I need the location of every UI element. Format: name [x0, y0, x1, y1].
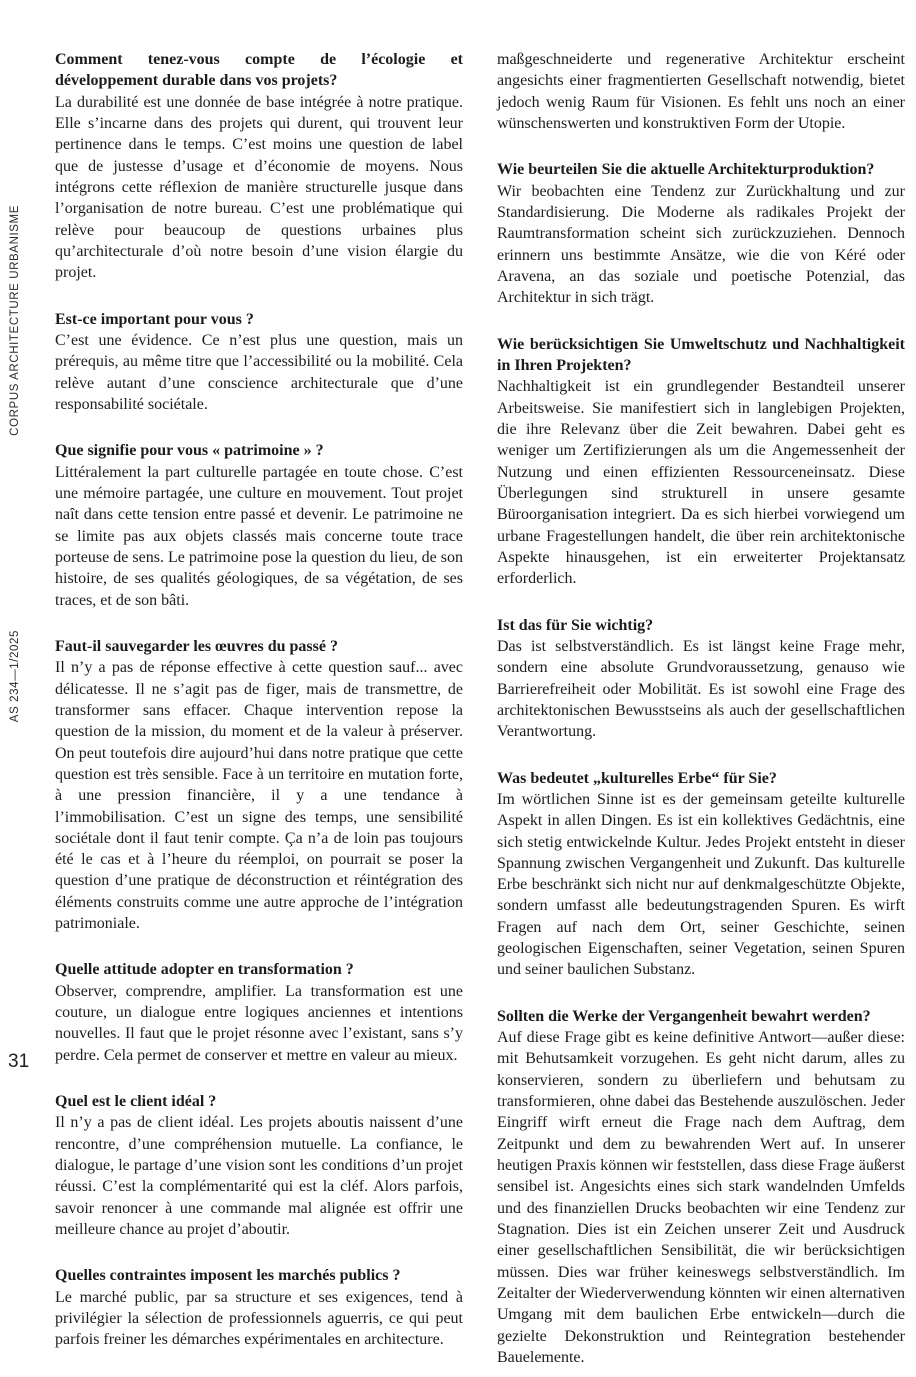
qa-block: [497, 768, 905, 981]
qa-block: [55, 309, 463, 416]
question-heading: Was bedeutet „kulturelles Erbe“ für Sie?: [497, 769, 777, 787]
french-interview-column: [55, 49, 463, 1368]
page-number: 31: [8, 1051, 30, 1072]
question-heading: Wie berücksichtigen Sie Umweltschutz und Nachhaltigkeit in Ihren Projekten?: [497, 335, 905, 374]
question-heading: Faut-il sauvegarder les œuvres du passé ?: [55, 637, 338, 655]
answer-text: Auf diese Frage gibt es keine definitive Antwort—außer diese: mit Behutsamkeit vorzugehen. Es geht nicht darum, alles zu konservieren, sondern zu überliefern und behutsam zu transformieren, ohne dabei das Bestehende auszulöschen. Jeder Eingriff wirft erneut die Frage nach dem Auftrag, dem Zeitpunkt und dem zu bewahrenden Wert auf. In unserer heutigen Praxis können wir feststellen, dass diese Frage äußerst sensibel ist. Angesichts eines sich stark wandelnden Umfelds und des finanziellen Drucks beobachten wir eine Tendenz zur Stagnation. Dies ist ein Zeichen unserer Zeit und Ausdruck einer gesellschaftlichen Sensibilität, die wir berücksichtigen müssen. Dies war früher keineswegs selbstverständlich. Im Zeitalter der Wiederverwendung könnten wir einen alternativen Umgang mit dem baulichen Erbe entwickeln—durch die gezielte Dekonstruktion und Reintegration bestehender Bauelemente.: [497, 1029, 905, 1367]
journal-name-vertical-label: CORPUS ARCHITECTURE URBANISME: [9, 205, 21, 436]
answer-text: Littéralement la part culturelle partagée en toute chose. C’est une mémoire partagée, une culture en mouvement. Tout projet naît dans cette tension entre passé et devenir. Le patrimoine ne se limite pas aux objets classés mais concerne toute trace porteuse de sens. Le patrimoine pose la question du lieu, de son histoire, de ses qualités géologiques, de sa végétation, de ses traces, et de son bâti.: [55, 463, 463, 609]
qa-block: [55, 1265, 463, 1350]
answer-text: C’est une évidence. Ce n’est plus une question, mais un prérequis, au même titre que l’accessibilité ou la mobilité. Cela relève autant d’une conscience architecturale que d’une responsabilité sociétale.: [55, 331, 463, 413]
answer-text: Observer, comprendre, amplifier. La transformation est une couture, un dialogue entre logiques anciennes et intentions nouvelles. Il faut que le projet résonne avec l’existant, sans s’y perdre. Cela permet de conserver et mettre en valeur au mieux.: [55, 982, 463, 1064]
qa-block: [497, 159, 905, 308]
answer-text: Im wörtlichen Sinne ist es der gemeinsam geteilte kulturelle Aspekt in allen Dingen. Es ist ein kollektives Gedächtnis, eine sich stetig entwickelnde Kultur. Jedes Projekt entsteht in dieser Spannung zwischen Vergangenheit und Zukunft. Das kulturelle Erbe beschränkt sich nicht nur auf denkmalgeschützte Objekte, sondern umfasst alle bedeutungstragenden Spuren. Es wirft Fragen auf nach dem Ort, seiner Geschichte, seinen geologischen Eigenschaften, seiner Vegetation, seinen Spuren und seiner baulichen Substanz.: [497, 790, 905, 979]
issue-number-vertical-label: AS 234—1/2025: [9, 630, 21, 723]
question-heading: Quelle attitude adopter en transformation ?: [55, 961, 354, 979]
qa-block: [55, 959, 463, 1066]
answer-text: La durabilité est une donnée de base intégrée à notre pratique. Elle s’incarne dans des projets qui durent, qui trouvent leur pertinence dans le temps. C’est moins une question de label que de justesse d’usage et d’économie de moyens. Nous intégrons cette réflexion de manière structurelle jusque dans l’organisation de notre bureau. C’est une problématique qui relève pour beaucoup de questions urbaines plus qu’architecturale d’où notre besoin d’une vision élargie du projet.: [55, 93, 463, 282]
continuation-paragraph-block: [497, 49, 905, 134]
qa-block: [55, 440, 463, 611]
answer-text: Das ist selbstverständlich. Es ist längst keine Frage mehr, sondern eine absolute Grundvoraussetzung, genauso wie Barrierefreiheit oder Mobilität. Es ist sowohl eine Frage des architektonischen Bewusstseins als auch der gesellschaftlichen Verantwortung.: [497, 637, 905, 741]
answer-text: Nachhaltigkeit ist ein grundlegender Bestandteil unserer Arbeitsweise. Sie manifestiert sich in langlebigen Projekten, die ihre Relevanz über die Zeit bewahren. Dabei geht es weniger um Zertifizierungen als um die Angemessenheit der Nutzung und einen effizienten Ressourceneinsatz. Diese Überlegungen sind strukturell in unsere gesamte Büroorganisation integriert. Da es sich hierbei vorwiegend um urbane Fragestellungen handelt, die über rein architektonische Aspekte hinausgehen, ist ein erweiterter Projektansatz erforderlich.: [497, 378, 905, 588]
qa-block: [55, 49, 463, 284]
question-heading: Quel est le client idéal ?: [55, 1093, 217, 1111]
question-heading: Ist das für Sie wichtig?: [497, 616, 654, 634]
question-heading: Wie beurteilen Sie die aktuelle Architekturproduktion?: [497, 161, 875, 179]
answer-text: Wir beobachten eine Tendenz zur Zurückhaltung und zur Standardisierung. Die Moderne als radikales Projekt der Raumtransformation scheint sich zurückzuziehen. Dennoch erinnern uns bestimmte Ansätze, wie die von Kéré oder Aravena, an das soziale und poetische Potenzial, das Architektur in sich trägt.: [497, 182, 905, 307]
question-heading: Que signifie pour vous « patrimoine » ?: [55, 442, 324, 460]
question-heading: Comment tenez-vous compte de l’écologie et développement durable dans vos projets?: [55, 51, 463, 90]
qa-block: [497, 1006, 905, 1369]
continuation-paragraph: maßgeschneiderte und regenerative Architektur erscheint angesichts einer fragmentierten Gesellschaft notwendig, bietet jedoch wenig Raum für Visionen. Es fehlt uns noch an einer wünschenswerten und konstruktiven Form der Utopie.: [497, 51, 905, 132]
two-column-text-area: [55, 49, 905, 1368]
answer-text: Le marché public, par sa structure et ses exigences, tend à privilégier la sélection de professionnels aguerris, ce qui peut parfois freiner les démarches expérimentales en architecture.: [55, 1288, 463, 1349]
qa-block: [497, 615, 905, 743]
qa-block: [497, 334, 905, 590]
qa-block: [55, 636, 463, 935]
question-heading: Sollten die Werke der Vergangenheit bewahrt werden?: [497, 1007, 871, 1025]
german-interview-column: [497, 49, 905, 1368]
qa-block: [55, 1091, 463, 1240]
answer-text: Il n’y a pas de client idéal. Les projets aboutis naissent d’une rencontre, d’une compréhension mutuelle. La confiance, le dialogue, le partage d’une vision sont les conditions d’un projet réussi. C’est la complémentarité qui est la cléf. Alors parfois, savoir renoncer à une commande mal alignée est offrir une meilleure chance au projet d’aboutir.: [55, 1114, 463, 1239]
question-heading: Est-ce important pour vous ?: [55, 310, 254, 328]
question-heading: Quelles contraintes imposent les marchés publics ?: [55, 1267, 401, 1285]
answer-text: Il n’y a pas de réponse effective à cette question sauf... avec délicatesse. Il ne s’agit pas de figer, mais de transmettre, de transformer sans effacer. Chaque intervention repose la question de la mission, du moment et de la valeur à préserver. On peut toutefois dire aujourd’hui dans notre pratique que cette question est très sensible. Face à un territoire en mutation forte, à une pression financière, il y a une tendance à l’immobilisation. C’est un signe des temps, une sensibilité sociétale dont il faut tenir compte. Ça n’a de loin pas toujours été le cas et à l’heure du réemploi, on pourrait se poser la question d’une pratique de déconstruction et réintégration des éléments construits comme une autre approche de l’intégration patrimoniale.: [55, 659, 463, 933]
